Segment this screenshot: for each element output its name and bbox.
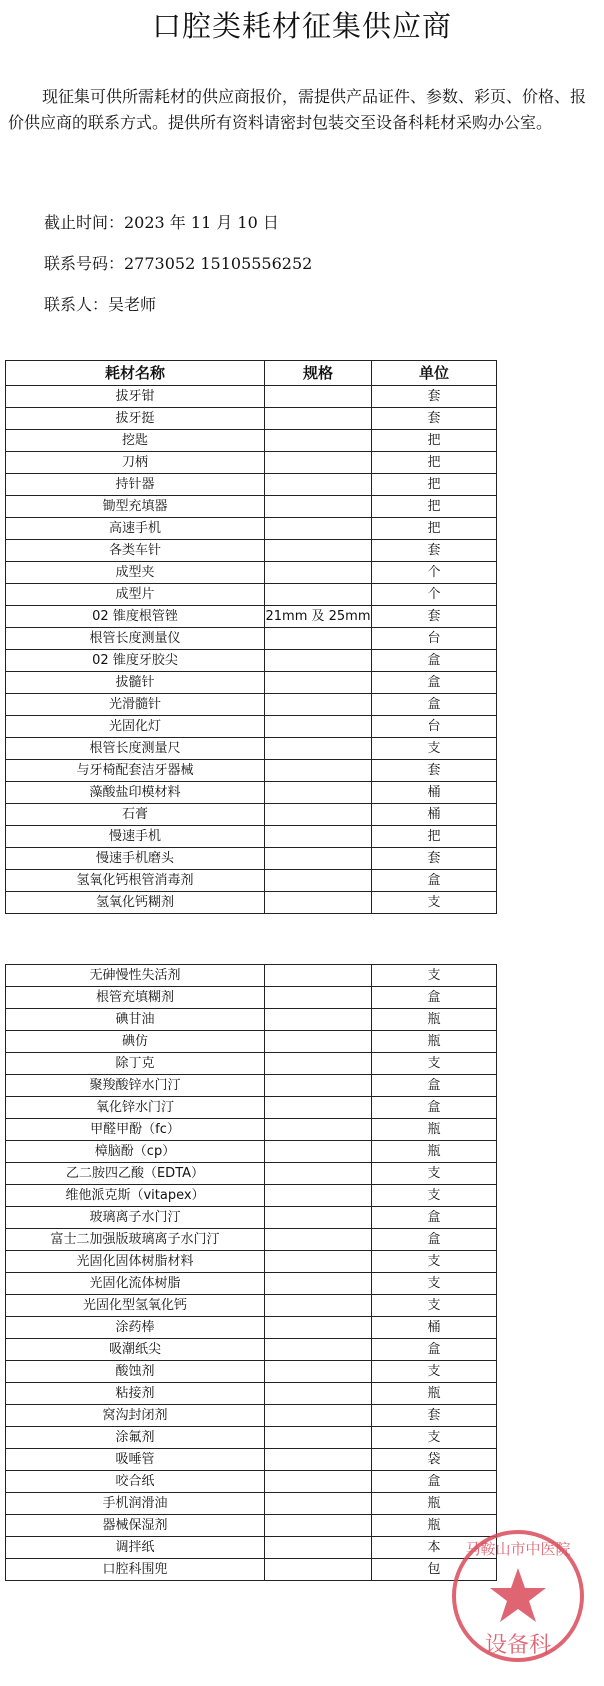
table-row (6, 1207, 497, 1229)
cell-unit: 盒 (372, 1207, 497, 1229)
table-row (6, 584, 497, 606)
table-row (6, 562, 497, 584)
table-row (6, 1493, 497, 1515)
cell-spec (265, 1383, 372, 1405)
cell-spec (265, 965, 372, 987)
materials-table (5, 360, 497, 914)
cell-unit: 瓶 (372, 1493, 497, 1515)
cell-name: 樟脑酚（cp） (6, 1141, 265, 1163)
page-title: 口腔类耗材征集供应商 (151, 9, 452, 43)
table-row (6, 628, 497, 650)
cell-unit: 套 (372, 848, 497, 870)
cell-spec (265, 650, 372, 672)
cell-unit: 套 (372, 606, 497, 628)
table-row (6, 518, 497, 540)
cell-name: 石膏 (6, 804, 265, 826)
table-row (6, 606, 497, 628)
table-row (6, 804, 497, 826)
cell-name: 成型夹 (6, 562, 265, 584)
table-row (6, 1185, 497, 1207)
table-row (6, 1317, 497, 1339)
table-row (6, 738, 497, 760)
cell-spec (265, 584, 372, 606)
cell-unit: 台 (372, 628, 497, 650)
table-row (6, 760, 497, 782)
table-row (6, 965, 497, 987)
header-name: 耗材名称 (6, 361, 265, 386)
cell-name: 挖匙 (6, 430, 265, 452)
table-row (6, 1251, 497, 1273)
table-row (6, 1559, 497, 1581)
cell-unit: 瓶 (372, 1515, 497, 1537)
cell-unit: 把 (372, 430, 497, 452)
table-row (6, 716, 497, 738)
cell-name: 口腔科围兜 (6, 1559, 265, 1581)
table-row (6, 1515, 497, 1537)
cell-unit: 支 (372, 1427, 497, 1449)
cell-unit: 把 (372, 452, 497, 474)
table-row (6, 1009, 497, 1031)
cell-name: 氧化锌水门汀 (6, 1097, 265, 1119)
table-row (6, 496, 497, 518)
cell-name: 慢速手机 (6, 826, 265, 848)
cell-name: 酸蚀剂 (6, 1361, 265, 1383)
cell-spec (265, 1537, 372, 1559)
table-row (6, 1449, 497, 1471)
cell-unit: 把 (372, 518, 497, 540)
cell-spec (265, 1339, 372, 1361)
cell-unit: 袋 (372, 1449, 497, 1471)
cell-name: 维他派克斯（vitapex） (6, 1185, 265, 1207)
cell-spec (265, 1471, 372, 1493)
table-row (6, 430, 497, 452)
cell-spec (265, 1295, 372, 1317)
table-row (6, 1427, 497, 1449)
cell-spec (265, 1559, 372, 1581)
table-header-row (6, 361, 497, 386)
cell-name: 富士二加强版玻璃离子水门汀 (6, 1229, 265, 1251)
cell-spec (265, 987, 372, 1009)
cell-name: 光固化固体树脂材料 (6, 1251, 265, 1273)
cell-spec (265, 430, 372, 452)
cell-name: 窝沟封闭剂 (6, 1405, 265, 1427)
table-row (6, 452, 497, 474)
cell-spec (265, 518, 372, 540)
table-row (6, 892, 497, 914)
cell-spec (265, 1251, 372, 1273)
cell-name: 光固化流体树脂 (6, 1273, 265, 1295)
cell-name: 藻酸盐印模材料 (6, 782, 265, 804)
cell-unit: 盒 (372, 870, 497, 892)
cell-spec (265, 716, 372, 738)
table-row (6, 1383, 497, 1405)
cell-name: 成型片 (6, 584, 265, 606)
phone-text: 联系号码：2773052 15105556252 (44, 254, 313, 273)
cell-spec (265, 386, 372, 408)
cell-spec (265, 1163, 372, 1185)
cell-spec (265, 870, 372, 892)
cell-unit: 本 (372, 1537, 497, 1559)
cell-spec (265, 562, 372, 584)
cell-spec (265, 1097, 372, 1119)
cell-name: 拔髓针 (6, 672, 265, 694)
cell-name: 高速手机 (6, 518, 265, 540)
cell-unit: 桶 (372, 782, 497, 804)
cell-spec (265, 1141, 372, 1163)
table-row (6, 1361, 497, 1383)
cell-unit: 支 (372, 892, 497, 914)
cell-spec (265, 1515, 372, 1537)
cell-spec (265, 496, 372, 518)
cell-spec (265, 1493, 372, 1515)
cell-unit: 盒 (372, 1097, 497, 1119)
svg-text:马鞍山市中医院: 马鞍山市中医院 (465, 1540, 571, 1558)
cell-name: 碘甘油 (6, 1009, 265, 1031)
header-unit: 单位 (372, 361, 497, 386)
table-row (6, 386, 497, 408)
cell-name: 根管充填糊剂 (6, 987, 265, 1009)
table-row (6, 1339, 497, 1361)
cell-name: 聚羧酸锌水门汀 (6, 1075, 265, 1097)
cell-name: 甲醛甲酚（fc） (6, 1119, 265, 1141)
cell-spec (265, 1427, 372, 1449)
cell-name: 涂药棒 (6, 1317, 265, 1339)
cell-name: 根管长度测量尺 (6, 738, 265, 760)
intro-paragraph: 现征集可供所需耗材的供应商报价，需提供产品证件、参数、彩页、价格、报价供应商的联系方式。提供所有资料请密封包装交至设备科耗材采购办公室。 (8, 87, 587, 132)
cell-unit: 把 (372, 496, 497, 518)
cell-name: 刀柄 (6, 452, 265, 474)
cell-unit: 支 (372, 1295, 497, 1317)
table-row (6, 1229, 497, 1251)
cell-name: 乙二胺四乙酸（EDTA） (6, 1163, 265, 1185)
table-row (6, 1471, 497, 1493)
cell-unit: 套 (372, 1405, 497, 1427)
cell-unit: 支 (372, 965, 497, 987)
cell-unit: 瓶 (372, 1119, 497, 1141)
cell-spec (265, 1317, 372, 1339)
table-row (6, 870, 497, 892)
cell-unit: 瓶 (372, 1141, 497, 1163)
cell-unit: 把 (372, 474, 497, 496)
cell-unit: 套 (372, 386, 497, 408)
cell-unit: 盒 (372, 650, 497, 672)
table-row (6, 782, 497, 804)
cell-unit: 支 (372, 1251, 497, 1273)
cell-unit: 盒 (372, 694, 497, 716)
table-row (6, 1273, 497, 1295)
cell-spec (265, 826, 372, 848)
table-row (6, 1053, 497, 1075)
cell-spec (265, 1009, 372, 1031)
cell-unit: 支 (372, 1185, 497, 1207)
cell-name: 光滑髓针 (6, 694, 265, 716)
cell-name: 玻璃离子水门汀 (6, 1207, 265, 1229)
official-seal (448, 1526, 588, 1666)
table-group-1 (6, 386, 497, 914)
cell-name: 各类车针 (6, 540, 265, 562)
cell-spec (265, 628, 372, 650)
cell-unit: 套 (372, 540, 497, 562)
cell-unit: 盒 (372, 1339, 497, 1361)
table-row (6, 1031, 497, 1053)
cell-spec (265, 1405, 372, 1427)
cell-name: 咬合纸 (6, 1471, 265, 1493)
cell-spec: 21mm 及 25mm (265, 606, 372, 628)
cell-spec (265, 1075, 372, 1097)
cell-name: 根管长度测量仪 (6, 628, 265, 650)
cell-spec (265, 804, 372, 826)
cell-unit: 个 (372, 562, 497, 584)
cell-unit: 支 (372, 1361, 497, 1383)
cell-name: 吸潮纸尖 (6, 1339, 265, 1361)
cell-unit: 个 (372, 584, 497, 606)
cell-spec (265, 1449, 372, 1471)
contact-text: 联系人：吴老师 (44, 295, 157, 314)
cell-spec (265, 540, 372, 562)
cell-name: 慢速手机磨头 (6, 848, 265, 870)
cell-name: 光固化型氢氧化钙 (6, 1295, 265, 1317)
cell-name: 持针器 (6, 474, 265, 496)
cell-name: 手机润滑油 (6, 1493, 265, 1515)
cell-unit: 套 (372, 408, 497, 430)
cell-name: 除丁克 (6, 1053, 265, 1075)
deadline-text: 截止时间：2023 年 11 月 10 日 (44, 213, 279, 232)
cell-spec (265, 1207, 372, 1229)
cell-unit: 支 (372, 1273, 497, 1295)
cell-spec (265, 892, 372, 914)
table-row (6, 672, 497, 694)
cell-unit: 盒 (372, 1471, 497, 1493)
cell-spec (265, 1053, 372, 1075)
cell-spec (265, 474, 372, 496)
cell-name: 碘仿 (6, 1031, 265, 1053)
cell-spec (265, 848, 372, 870)
cell-name: 光固化灯 (6, 716, 265, 738)
materials-table-continued (5, 964, 497, 1581)
cell-spec (265, 1185, 372, 1207)
cell-unit: 桶 (372, 804, 497, 826)
cell-unit: 盒 (372, 1229, 497, 1251)
cell-name: 氢氧化钙根管消毒剂 (6, 870, 265, 892)
cell-unit: 盒 (372, 1075, 497, 1097)
cell-unit: 盒 (372, 987, 497, 1009)
cell-unit: 瓶 (372, 1031, 497, 1053)
table-row (6, 1163, 497, 1185)
cell-name: 02 锥度牙胶尖 (6, 650, 265, 672)
cell-unit: 盒 (372, 672, 497, 694)
cell-spec (265, 760, 372, 782)
cell-unit: 桶 (372, 1317, 497, 1339)
cell-unit: 瓶 (372, 1383, 497, 1405)
seal-star-icon (490, 1568, 546, 1622)
table-row (6, 848, 497, 870)
cell-name: 调拌纸 (6, 1537, 265, 1559)
cell-unit: 把 (372, 826, 497, 848)
cell-name: 拔牙挺 (6, 408, 265, 430)
cell-spec (265, 738, 372, 760)
cell-spec (265, 408, 372, 430)
cell-name: 与牙椅配套洁牙器械 (6, 760, 265, 782)
cell-name: 02 锥度根管锉 (6, 606, 265, 628)
cell-spec (265, 1119, 372, 1141)
cell-unit: 瓶 (372, 1009, 497, 1031)
table-row (6, 1075, 497, 1097)
header-spec: 规格 (265, 361, 372, 386)
table-row (6, 540, 497, 562)
cell-unit: 支 (372, 738, 497, 760)
table-row (6, 650, 497, 672)
cell-unit: 台 (372, 716, 497, 738)
table-row (6, 1537, 497, 1559)
cell-spec (265, 694, 372, 716)
cell-spec (265, 1229, 372, 1251)
table-row (6, 474, 497, 496)
cell-name: 拔牙钳 (6, 386, 265, 408)
cell-unit: 支 (372, 1053, 497, 1075)
cell-name: 无砷慢性失活剂 (6, 965, 265, 987)
table-row (6, 408, 497, 430)
cell-spec (265, 782, 372, 804)
cell-name: 氢氧化钙糊剂 (6, 892, 265, 914)
table-row (6, 1097, 497, 1119)
table-group-2 (6, 965, 497, 1581)
cell-name: 器械保湿剂 (6, 1515, 265, 1537)
cell-spec (265, 1361, 372, 1383)
cell-name: 涂氟剂 (6, 1427, 265, 1449)
cell-name: 锄型充填器 (6, 496, 265, 518)
cell-spec (265, 1273, 372, 1295)
svg-text:设备科: 设备科 (484, 1633, 552, 1658)
cell-unit: 包 (372, 1559, 497, 1581)
table-row (6, 1405, 497, 1427)
cell-name: 粘接剂 (6, 1383, 265, 1405)
cell-spec (265, 452, 372, 474)
cell-unit: 支 (372, 1163, 497, 1185)
cell-spec (265, 672, 372, 694)
cell-spec (265, 1031, 372, 1053)
table-row (6, 1295, 497, 1317)
table-row (6, 987, 497, 1009)
table-row (6, 826, 497, 848)
table-row (6, 1119, 497, 1141)
table-row (6, 694, 497, 716)
table-row (6, 1141, 497, 1163)
cell-unit: 套 (372, 760, 497, 782)
cell-name: 吸唾管 (6, 1449, 265, 1471)
